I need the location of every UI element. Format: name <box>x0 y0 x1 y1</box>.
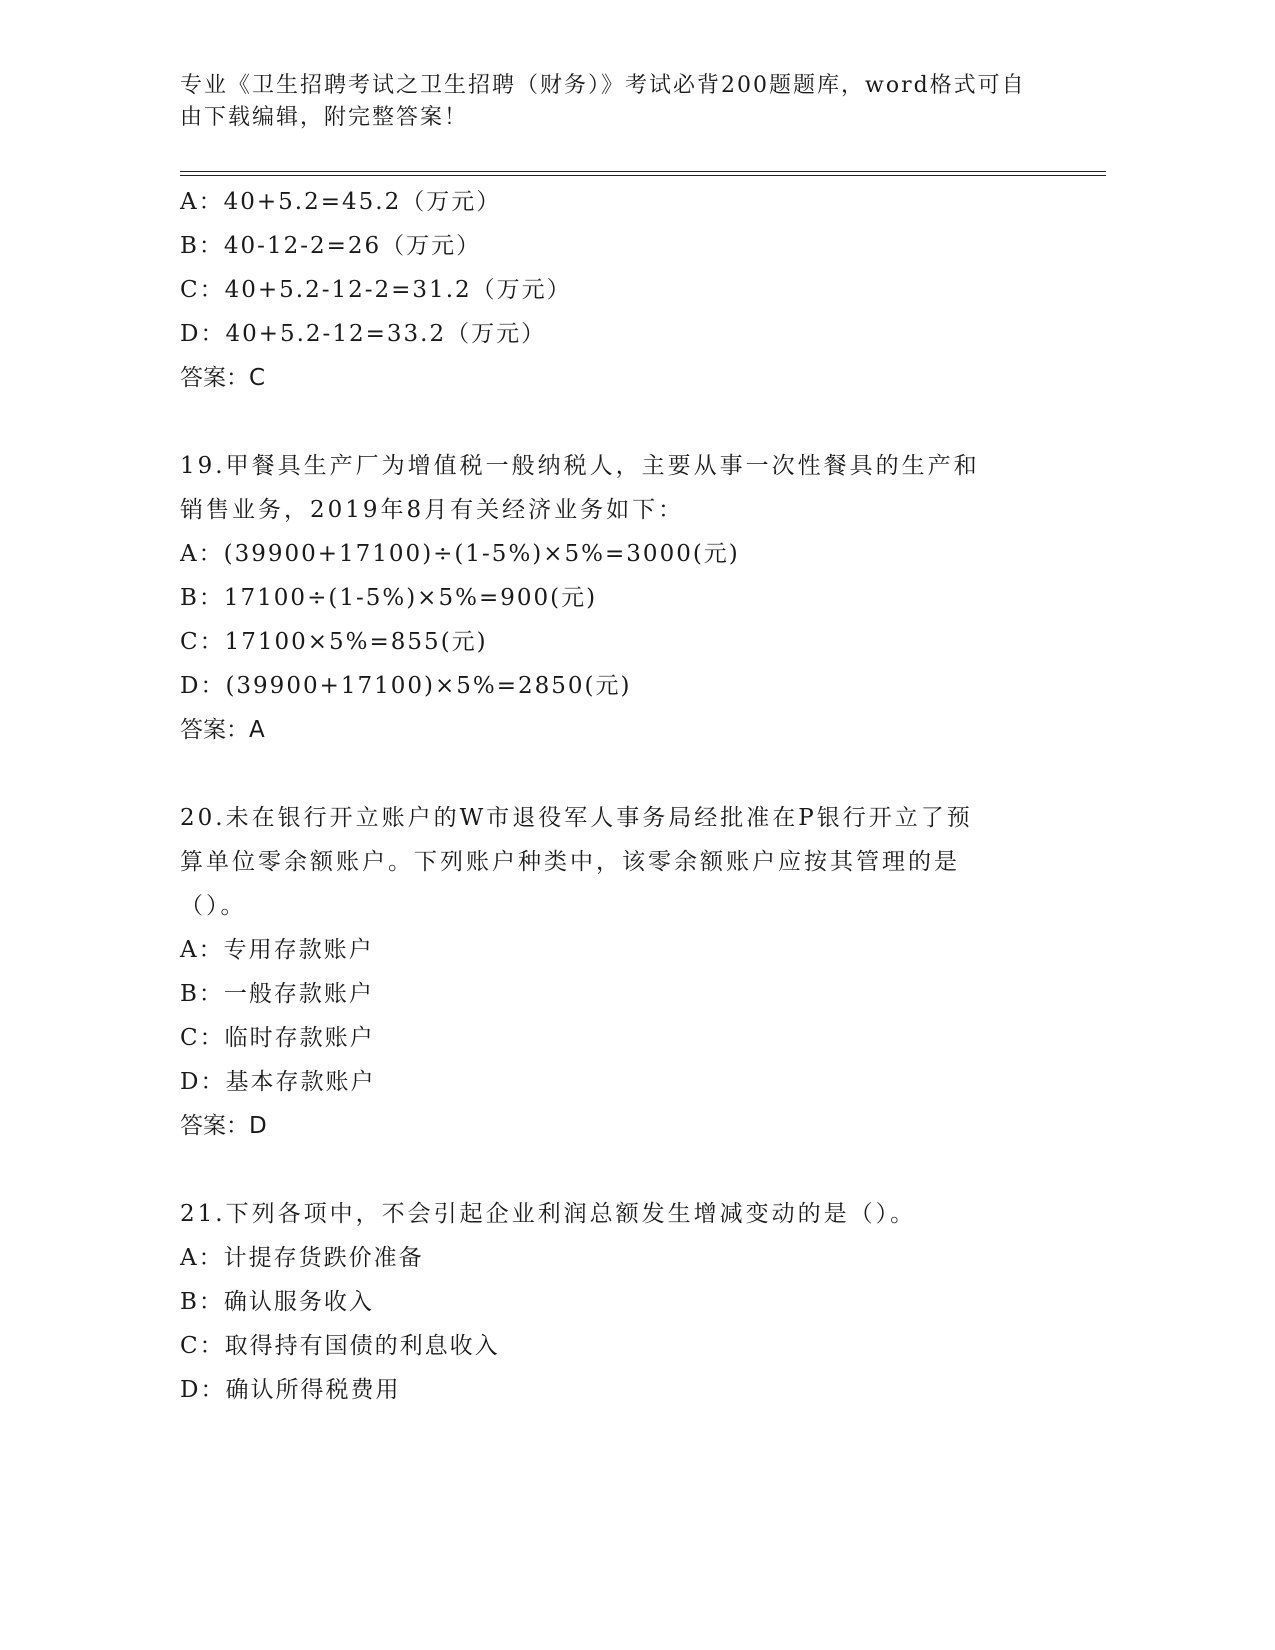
option-b: B：一般存款账户 <box>180 981 374 1007</box>
option-d: D：(39900+17100)×5%=2850(元) <box>180 673 632 699</box>
question-19 <box>180 444 1080 752</box>
spacer <box>180 752 1080 796</box>
option-c: C：40+5.2-12-2=31.2（万元） <box>180 277 572 303</box>
option-d: D：基本存款账户 <box>180 1069 376 1095</box>
option-c: C：取得持有国债的利息收入 <box>180 1333 500 1359</box>
question-list <box>180 180 1080 1412</box>
spacer <box>180 400 1080 444</box>
question-stem: （）。 <box>180 893 247 919</box>
answer: 答案：C <box>180 365 266 391</box>
option-a: A：计提存货跌价准备 <box>180 1245 424 1271</box>
question-stem: 21.下列各项中，不会引起企业利润总额发生增减变动的是（）。 <box>180 1201 917 1227</box>
answer: 答案：A <box>180 717 265 743</box>
option-c: C：临时存款账户 <box>180 1025 375 1051</box>
header-line-1: 专业《卫生招聘考试之卫生招聘（财务）》考试必背200题题库，word格式可自 <box>180 73 1026 98</box>
option-a: A：40+5.2=45.2（万元） <box>180 189 502 215</box>
option-b: B：40-12-2=26（万元） <box>180 233 482 259</box>
question-18 <box>180 180 1080 400</box>
option-a: A：(39900+17100)÷(1-5%)×5%=3000(元) <box>180 541 740 567</box>
document-header <box>180 70 1040 134</box>
option-d: D：40+5.2-12=33.2（万元） <box>180 321 547 347</box>
question-20 <box>180 796 1080 1148</box>
question-21 <box>180 1192 1080 1412</box>
option-b: B：确认服务收入 <box>180 1289 374 1315</box>
question-stem: 算单位零余额账户。下列账户种类中，该零余额账户应按其管理的是 <box>180 849 960 875</box>
option-b: B：17100÷(1-5%)×5%=900(元) <box>180 585 598 611</box>
answer: 答案：D <box>180 1113 267 1139</box>
header-line-2: 由下载编辑，附完整答案！ <box>180 105 469 130</box>
question-stem: 销售业务，2019年8月有关经济业务如下： <box>180 497 685 523</box>
question-stem: 19.甲餐具生产厂为增值税一般纳税人，主要从事一次性餐具的生产和 <box>180 453 980 479</box>
question-stem: 20.未在银行开立账户的W市退役军人事务局经批准在P银行开立了预 <box>180 805 973 831</box>
option-d: D：确认所得税费用 <box>180 1377 401 1403</box>
option-c: C：17100×5%=855(元) <box>180 629 488 655</box>
header-divider <box>180 171 1106 176</box>
spacer <box>180 1148 1080 1192</box>
option-a: A：专用存款账户 <box>180 937 374 963</box>
